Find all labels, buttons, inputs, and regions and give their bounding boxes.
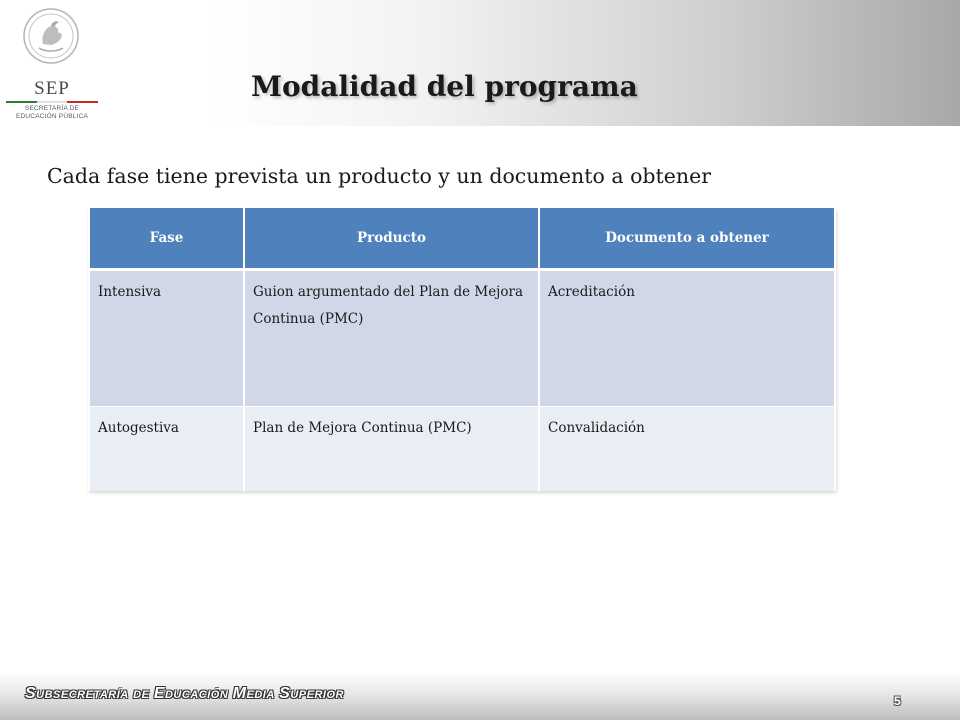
page-number: 5 — [894, 694, 901, 708]
logo-subtitle-line1: SECRETARÍA DE — [24, 105, 80, 112]
logo-stripe — [6, 101, 98, 103]
intro-text: Cada fase tiene prevista un producto y un documento a obtener — [47, 164, 712, 188]
cell-documento: Acreditación — [539, 270, 835, 407]
cell-producto: Guion argumentado del Plan de Mejora Continua (PMC) — [244, 270, 539, 407]
slide-title: Modalidad del programa — [251, 70, 638, 103]
logo-subtitle-line2: EDUCACIÓN PÚBLICA — [15, 113, 89, 120]
header-producto: Producto — [244, 208, 539, 270]
phases-table — [88, 208, 836, 491]
slide-header — [0, 0, 960, 126]
table-row — [89, 270, 835, 407]
header-documento: Documento a obtener — [539, 208, 835, 270]
logo-name: SEP — [34, 78, 70, 99]
national-seal-icon — [21, 6, 81, 66]
cell-fase: Autogestiva — [89, 407, 244, 492]
cell-producto: Plan de Mejora Continua (PMC) — [244, 407, 539, 492]
cell-documento: Convalidación — [539, 407, 835, 492]
logo-subtitle — [4, 105, 100, 121]
footer-text: SUBSECRETARÍA DE EDUCACIÓN MEDIA SUPERIOR — [25, 685, 344, 702]
table-header-row — [89, 208, 835, 270]
cell-fase: Intensiva — [89, 270, 244, 407]
table-row — [89, 407, 835, 492]
sep-logo — [4, 6, 100, 122]
header-fase: Fase — [89, 208, 244, 270]
